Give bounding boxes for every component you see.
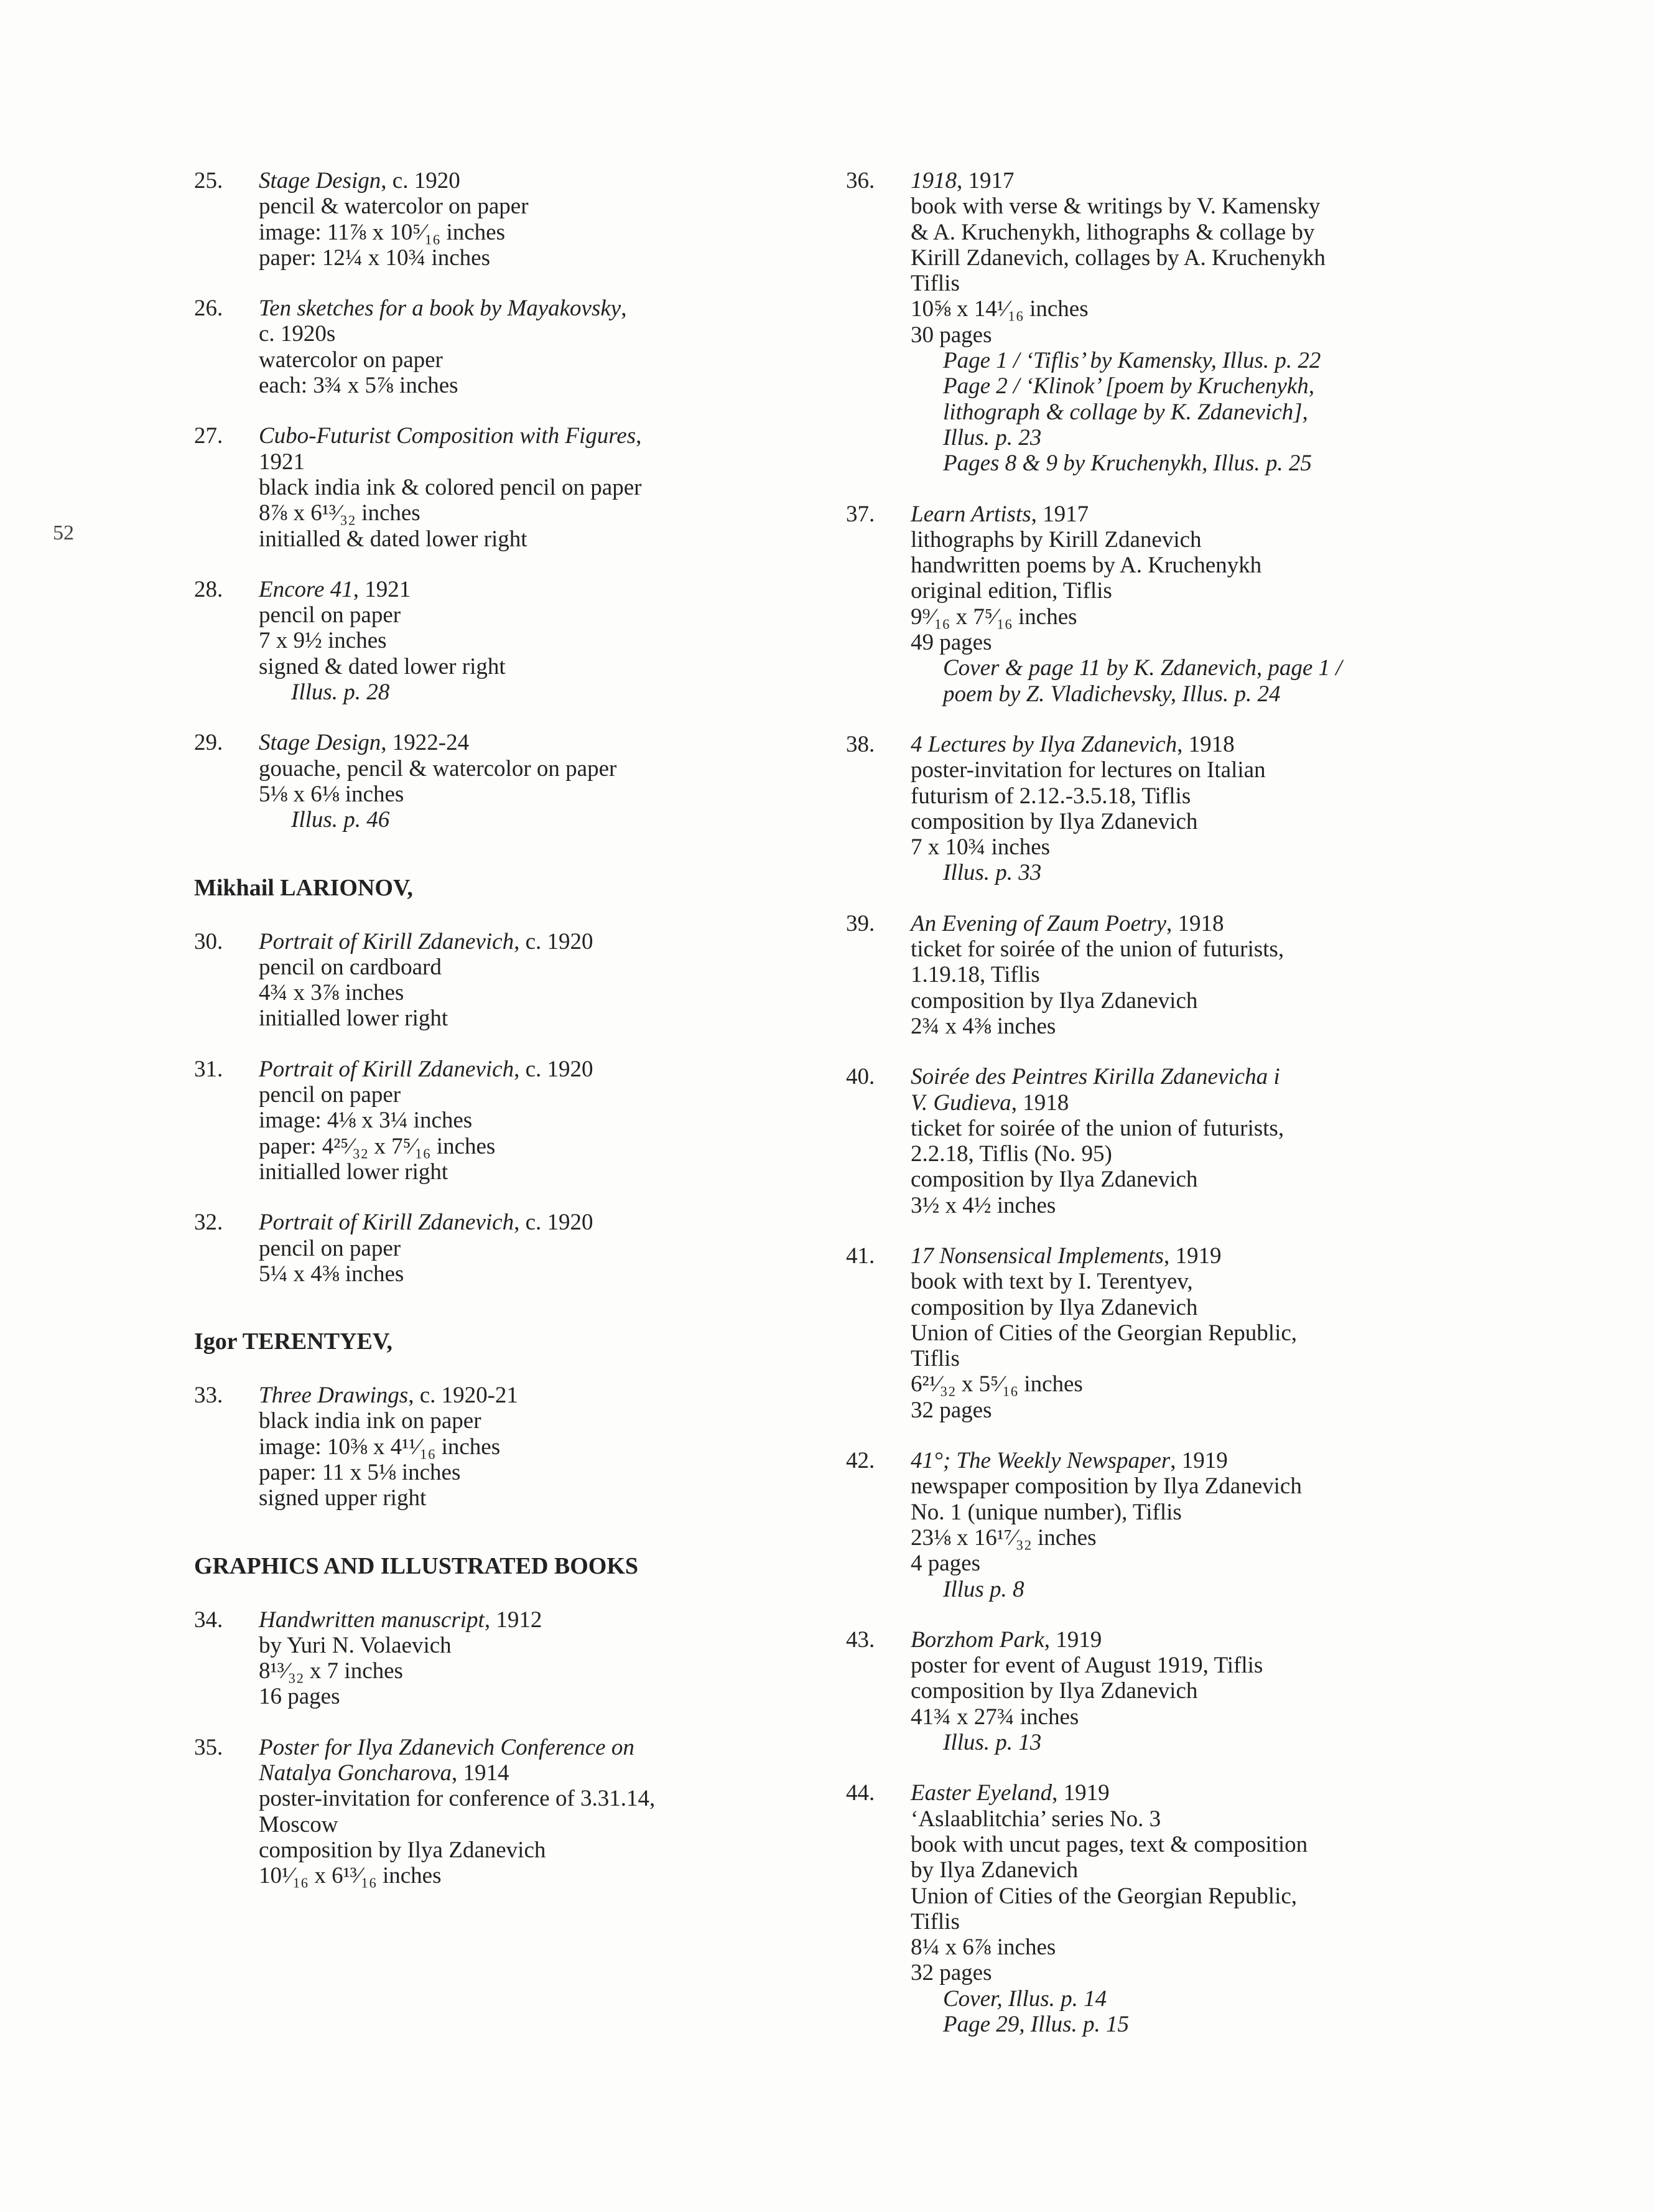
entry-title-italic: Natalya Goncharova [259, 1760, 452, 1786]
entry-line [259, 168, 878, 194]
entry-line: poster-invitation for lectures on Italian [911, 757, 1266, 783]
entry-number: 28. [194, 576, 223, 602]
entry-title-rest: , 1918 [1011, 1090, 1069, 1116]
entry-line: 32 pages [911, 1397, 992, 1423]
entry-line: 32 pages [911, 1960, 992, 1986]
entry-title-italic: Page 29, Illus. p. 15 [943, 2012, 1130, 2037]
section-heading: Igor TERENTYEV, [194, 1328, 393, 1355]
entry-line: c. 1920s [259, 321, 336, 347]
entry-title-italic: poem by Z. Vladichevsky, Illus. p. 24 [943, 681, 1281, 707]
entry-line: composition by Ilya Zdanevich [911, 1294, 1198, 1320]
entry-title-italic: Illus. p. 13 [943, 1730, 1042, 1756]
entry-line [259, 807, 878, 833]
catalog-entry [194, 1210, 878, 1287]
catalog-entry [194, 1607, 878, 1710]
entry-line: black india ink on paper [259, 1408, 481, 1434]
catalog-entry [846, 502, 1530, 707]
entry-number: 30. [194, 928, 223, 954]
entry-line: ticket for soirée of the union of futurists, [911, 1115, 1285, 1141]
entry-line: 3½ x 4½ inches [911, 1192, 1056, 1218]
entry-line: 4¾ x 3⅞ inches [259, 980, 404, 1006]
entry-title-rest: , 1918 [1177, 731, 1235, 757]
entry-line [259, 296, 878, 321]
entry-line [911, 1730, 1530, 1755]
entry-title-italic: Cover, Illus. p. 14 [943, 1986, 1107, 2012]
catalog-entry [194, 423, 878, 551]
entry-line: by Ilya Zdanevich [911, 1857, 1079, 1883]
entry-title-italic: Cover & page 11 by K. Zdanevich, page 1 / [943, 655, 1342, 681]
entry-line: 5¼ x 4⅜ inches [259, 1261, 404, 1287]
entry-line: 5⅛ x 6⅛ inches [259, 781, 404, 807]
entry-line: image: 11⅞ x 10⁵⁄₁₆ inches [259, 219, 505, 245]
entry-number: 41. [846, 1243, 875, 1269]
entry-title-italic: Illus. p. 23 [943, 424, 1042, 450]
entry-title-italic: Stage Design [259, 730, 381, 756]
entry-title-italic: Easter Eyeland [911, 1780, 1052, 1806]
entry-title-rest: , c. 1920 [514, 1210, 593, 1236]
entry-title-italic: Encore 41 [259, 576, 353, 602]
entry-line [259, 1735, 878, 1760]
entry-number: 42. [846, 1448, 875, 1474]
entry-number: 44. [846, 1780, 875, 1806]
entry-line: & A. Kruchenykh, lithographs & collage by [911, 219, 1315, 245]
entry-line [911, 1577, 1530, 1602]
entry-title-rest: , 1917 [1031, 501, 1089, 527]
entry-line: 49 pages [911, 630, 992, 656]
entry-title-rest: , 1914 [452, 1760, 509, 1786]
entry-line [259, 929, 878, 954]
entry-line: 8¼ x 6⅞ inches [911, 1934, 1056, 1961]
entry-line: 6²¹⁄₃₂ x 5⁵⁄₁₆ inches [911, 1371, 1083, 1398]
entry-title-italic: Page 2 / ‘Klinok’ [poem by Kruchenykh, [943, 373, 1314, 399]
entry-line [259, 679, 878, 705]
entry-line: lithographs by Kirill Zdanevich [911, 526, 1202, 553]
entry-line: newspaper composition by Ilya Zdanevich [911, 1473, 1302, 1500]
catalog-entry [846, 168, 1530, 477]
entry-line: 16 pages [259, 1684, 340, 1710]
entry-line: each: 3¾ x 5⅞ inches [259, 373, 458, 399]
entry-line: pencil & watercolor on paper [259, 194, 529, 220]
entry-title-italic: Stage Design [259, 168, 381, 194]
entry-line: Tiflis [911, 271, 960, 297]
entry-title-rest: , 1922-24 [381, 730, 470, 756]
entry-line [911, 373, 1530, 399]
entry-number: 38. [846, 731, 875, 757]
catalog-entry [194, 1383, 878, 1511]
entry-line [911, 911, 1530, 936]
entry-line: initialled lower right [259, 1006, 448, 1032]
entry-line [911, 732, 1530, 757]
entry-line [911, 502, 1530, 527]
entry-title-italic: lithograph & collage by K. Zdanevich], [943, 399, 1308, 425]
entry-title-italic: An Evening of Zaum Poetry [911, 910, 1167, 936]
entry-line: 8¹³⁄₃₂ x 7 inches [259, 1658, 403, 1684]
entry-line: composition by Ilya Zdanevich [911, 808, 1198, 834]
entry-line: pencil on paper [259, 1082, 401, 1108]
catalog-entry [194, 1735, 878, 1889]
entry-title-italic: Learn Artists [911, 501, 1031, 527]
entry-title-rest: , 1919 [1163, 1243, 1222, 1269]
entry-line: initialled lower right [259, 1159, 448, 1185]
entry-line: book with verse & writings by V. Kamensky [911, 194, 1321, 220]
catalog-entry [846, 1243, 1530, 1423]
entry-line [911, 450, 1530, 476]
entry-line [911, 1448, 1530, 1473]
entry-line [259, 577, 878, 602]
catalog-entry [194, 929, 878, 1032]
entry-title-rest: , c. 1920 [514, 1056, 593, 1082]
entry-line: 2.2.18, Tiflis (No. 95) [911, 1141, 1112, 1167]
entry-line: composition by Ilya Zdanevich [911, 1167, 1198, 1193]
entry-title-italic: Illus. p. 28 [291, 679, 390, 706]
entry-line [259, 730, 878, 755]
entry-line [911, 168, 1530, 194]
entry-title-rest: , c. 1920 [381, 168, 460, 194]
catalog-entry [846, 1780, 1530, 2037]
entry-line: composition by Ilya Zdanevich [911, 987, 1198, 1014]
entry-line: 30 pages [911, 322, 992, 348]
entry-number: 35. [194, 1734, 223, 1760]
entry-line [911, 348, 1530, 373]
catalog-entry [846, 911, 1530, 1039]
entry-title-italic: Handwritten manuscript [259, 1607, 485, 1633]
entry-line: 10¹⁄₁₆ x 6¹³⁄₁₆ inches [259, 1863, 442, 1889]
right-column [846, 168, 1530, 2037]
entry-line: 7 x 10¾ inches [911, 834, 1051, 861]
entry-line: ticket for soirée of the union of futurists, [911, 936, 1285, 963]
entry-number: 29. [194, 730, 223, 756]
entry-line: 41¾ x 27¾ inches [911, 1704, 1079, 1730]
entry-line [911, 399, 1530, 425]
entry-line: image: 10⅜ x 4¹¹⁄₁₆ inches [259, 1434, 501, 1460]
entry-title-italic: V. Gudieva [911, 1090, 1011, 1116]
entry-line: original edition, Tiflis [911, 578, 1112, 604]
entry-line [911, 1780, 1530, 1806]
entry-title-italic: Page 1 / ‘Tiflis’ by Kamensky, Illus. p. 22 [943, 348, 1321, 374]
entry-line: 10⅝ x 14¹⁄₁₆ inches [911, 296, 1089, 322]
section-heading: GRAPHICS AND ILLUSTRATED BOOKS [194, 1552, 639, 1579]
entry-line [911, 860, 1530, 885]
entry-line: pencil on paper [259, 1235, 401, 1261]
entry-title-rest: , 1912 [484, 1607, 542, 1633]
entry-line [259, 423, 878, 449]
entry-title-rest: , [621, 296, 627, 322]
entry-line: 7 x 9½ inches [259, 628, 387, 654]
entry-line: book with text by I. Terentyev, [911, 1269, 1193, 1295]
entry-title-rest: , 1919 [1044, 1626, 1102, 1653]
entry-line: by Yuri N. Volaevich [259, 1632, 452, 1658]
entry-title-rest: , c. 1920-21 [408, 1383, 518, 1409]
entry-title-rest: , 1919 [1052, 1780, 1110, 1806]
entry-title-rest: , 1919 [1170, 1448, 1228, 1474]
entry-line: Tiflis [911, 1908, 960, 1934]
entry-line [911, 1090, 1530, 1116]
entry-title-italic: 4 Lectures by Ilya Zdanevich [911, 731, 1178, 757]
entry-number: 31. [194, 1056, 223, 1082]
entry-title-italic: Illus p. 8 [943, 1576, 1024, 1602]
entry-line: Union of Cities of the Georgian Republic, [911, 1320, 1298, 1346]
entry-line: Kirill Zdanevich, collages by A. Kruchenykh [911, 245, 1326, 271]
entry-line [911, 2012, 1530, 2037]
catalog-entry [194, 296, 878, 398]
left-column [194, 168, 878, 1889]
entry-line [911, 425, 1530, 450]
entry-line: 1921 [259, 449, 305, 475]
entry-line: poster for event of August 1919, Tiflis [911, 1653, 1263, 1679]
entry-line [911, 1064, 1530, 1090]
entry-line [259, 1607, 878, 1633]
entry-line [911, 1986, 1530, 2012]
entry-line [259, 1210, 878, 1235]
entry-line: black india ink & colored pencil on paper [259, 474, 642, 500]
entry-line: composition by Ilya Zdanevich [911, 1678, 1198, 1704]
entry-line: ‘Aslaablitchia’ series No. 3 [911, 1806, 1161, 1832]
entry-line: Tiflis [911, 1346, 960, 1372]
entry-line: composition by Ilya Zdanevich [259, 1837, 546, 1863]
entry-line: 1.19.18, Tiflis [911, 962, 1040, 988]
entry-line: gouache, pencil & watercolor on paper [259, 755, 617, 782]
entry-title-rest: , [636, 423, 642, 449]
entry-title-italic: Borzhom Park [911, 1626, 1044, 1653]
entry-line: pencil on paper [259, 602, 401, 628]
entry-line [911, 655, 1530, 681]
entry-line: 2¾ x 4⅜ inches [911, 1013, 1056, 1039]
entry-line: initialled & dated lower right [259, 526, 527, 552]
entry-number: 40. [846, 1064, 875, 1090]
catalog-entry [194, 730, 878, 833]
entry-line: watercolor on paper [259, 347, 443, 373]
entry-number: 26. [194, 296, 223, 322]
entry-title-italic: Illus. p. 33 [943, 860, 1042, 886]
entry-line: 9⁹⁄₁₆ x 7⁵⁄₁₆ inches [911, 604, 1077, 630]
entry-number: 39. [846, 910, 875, 936]
entry-number: 34. [194, 1607, 223, 1633]
entry-title-italic: Portrait of Kirill Zdanevich [259, 928, 514, 954]
entry-line: paper: 12¼ x 10¾ inches [259, 245, 490, 271]
entry-number: 32. [194, 1210, 223, 1236]
entry-title-italic: Ten sketches for a book by Mayakovsky [259, 296, 621, 322]
section-heading: Mikhail LARIONOV, [194, 874, 413, 901]
entry-line: book with uncut pages, text & composition [911, 1831, 1308, 1857]
entry-line: signed & dated lower right [259, 653, 506, 679]
entry-line [911, 1243, 1530, 1269]
entry-title-italic: Three Drawings [259, 1383, 409, 1409]
entry-line: paper: 4²⁵⁄₃₂ x 7⁵⁄₁₆ inches [259, 1133, 496, 1159]
catalog-entry [846, 732, 1530, 886]
entry-title-italic: Soirée des Peintres Kirilla Zdanevicha i [911, 1064, 1280, 1090]
catalog-entry [846, 1627, 1530, 1755]
entry-title-rest: , 1917 [957, 168, 1015, 194]
entry-line [259, 1760, 878, 1786]
entry-title-italic: 41°; The Weekly Newspaper [911, 1448, 1171, 1474]
entry-line [259, 1057, 878, 1082]
entry-line: handwritten poems by A. Kruchenykh [911, 553, 1262, 579]
entry-line: signed upper right [259, 1485, 427, 1511]
catalog-entry [194, 168, 878, 271]
entry-line: poster-invitation for conference of 3.31.14, [259, 1786, 656, 1812]
entry-title-italic: Illus. p. 46 [291, 807, 390, 833]
entry-title-italic: Portrait of Kirill Zdanevich [259, 1056, 514, 1082]
catalog-entry [194, 1057, 878, 1185]
entry-line: image: 4⅛ x 3¼ inches [259, 1108, 473, 1134]
entry-line: Union of Cities of the Georgian Republic, [911, 1883, 1298, 1909]
entry-line [259, 1383, 878, 1408]
catalog-entry [846, 1448, 1530, 1602]
entry-line: 4 pages [911, 1551, 980, 1577]
entry-number: 37. [846, 501, 875, 527]
entry-number: 33. [194, 1383, 223, 1409]
entry-title-italic: Portrait of Kirill Zdanevich [259, 1210, 514, 1236]
entry-title-rest: , 1918 [1166, 910, 1224, 936]
entry-line: No. 1 (unique number), Tiflis [911, 1499, 1182, 1525]
entry-line [911, 681, 1530, 707]
catalog-entry [846, 1064, 1530, 1218]
entry-line [911, 1627, 1530, 1653]
entry-title-italic: 17 Nonsensical Implements [911, 1243, 1164, 1269]
entry-line: paper: 11 x 5⅛ inches [259, 1459, 461, 1485]
entry-line: pencil on cardboard [259, 954, 442, 980]
entry-title-rest: , c. 1920 [514, 928, 593, 954]
entry-title-rest: , 1921 [353, 576, 411, 602]
entry-number: 25. [194, 168, 223, 194]
entry-line: 8⅞ x 6¹³⁄₃₂ inches [259, 500, 420, 526]
entry-number: 27. [194, 423, 223, 449]
entry-title-italic: Poster for Ilya Zdanevich Conference on [259, 1734, 634, 1760]
entry-line: 23⅛ x 16¹⁷⁄₃₂ inches [911, 1524, 1097, 1551]
entry-line: futurism of 2.12.-3.5.18, Tiflis [911, 783, 1191, 809]
entry-number: 36. [846, 168, 875, 194]
page-number: 52 [53, 521, 74, 544]
entry-title-italic: 1918 [911, 168, 957, 194]
entry-number: 43. [846, 1626, 875, 1653]
entry-title-italic: Cubo-Futurist Composition with Figures [259, 423, 636, 449]
entry-title-italic: Pages 8 & 9 by Kruchenykh, Illus. p. 25 [943, 450, 1312, 477]
catalog-entry [194, 577, 878, 705]
entry-line: Moscow [259, 1811, 338, 1837]
